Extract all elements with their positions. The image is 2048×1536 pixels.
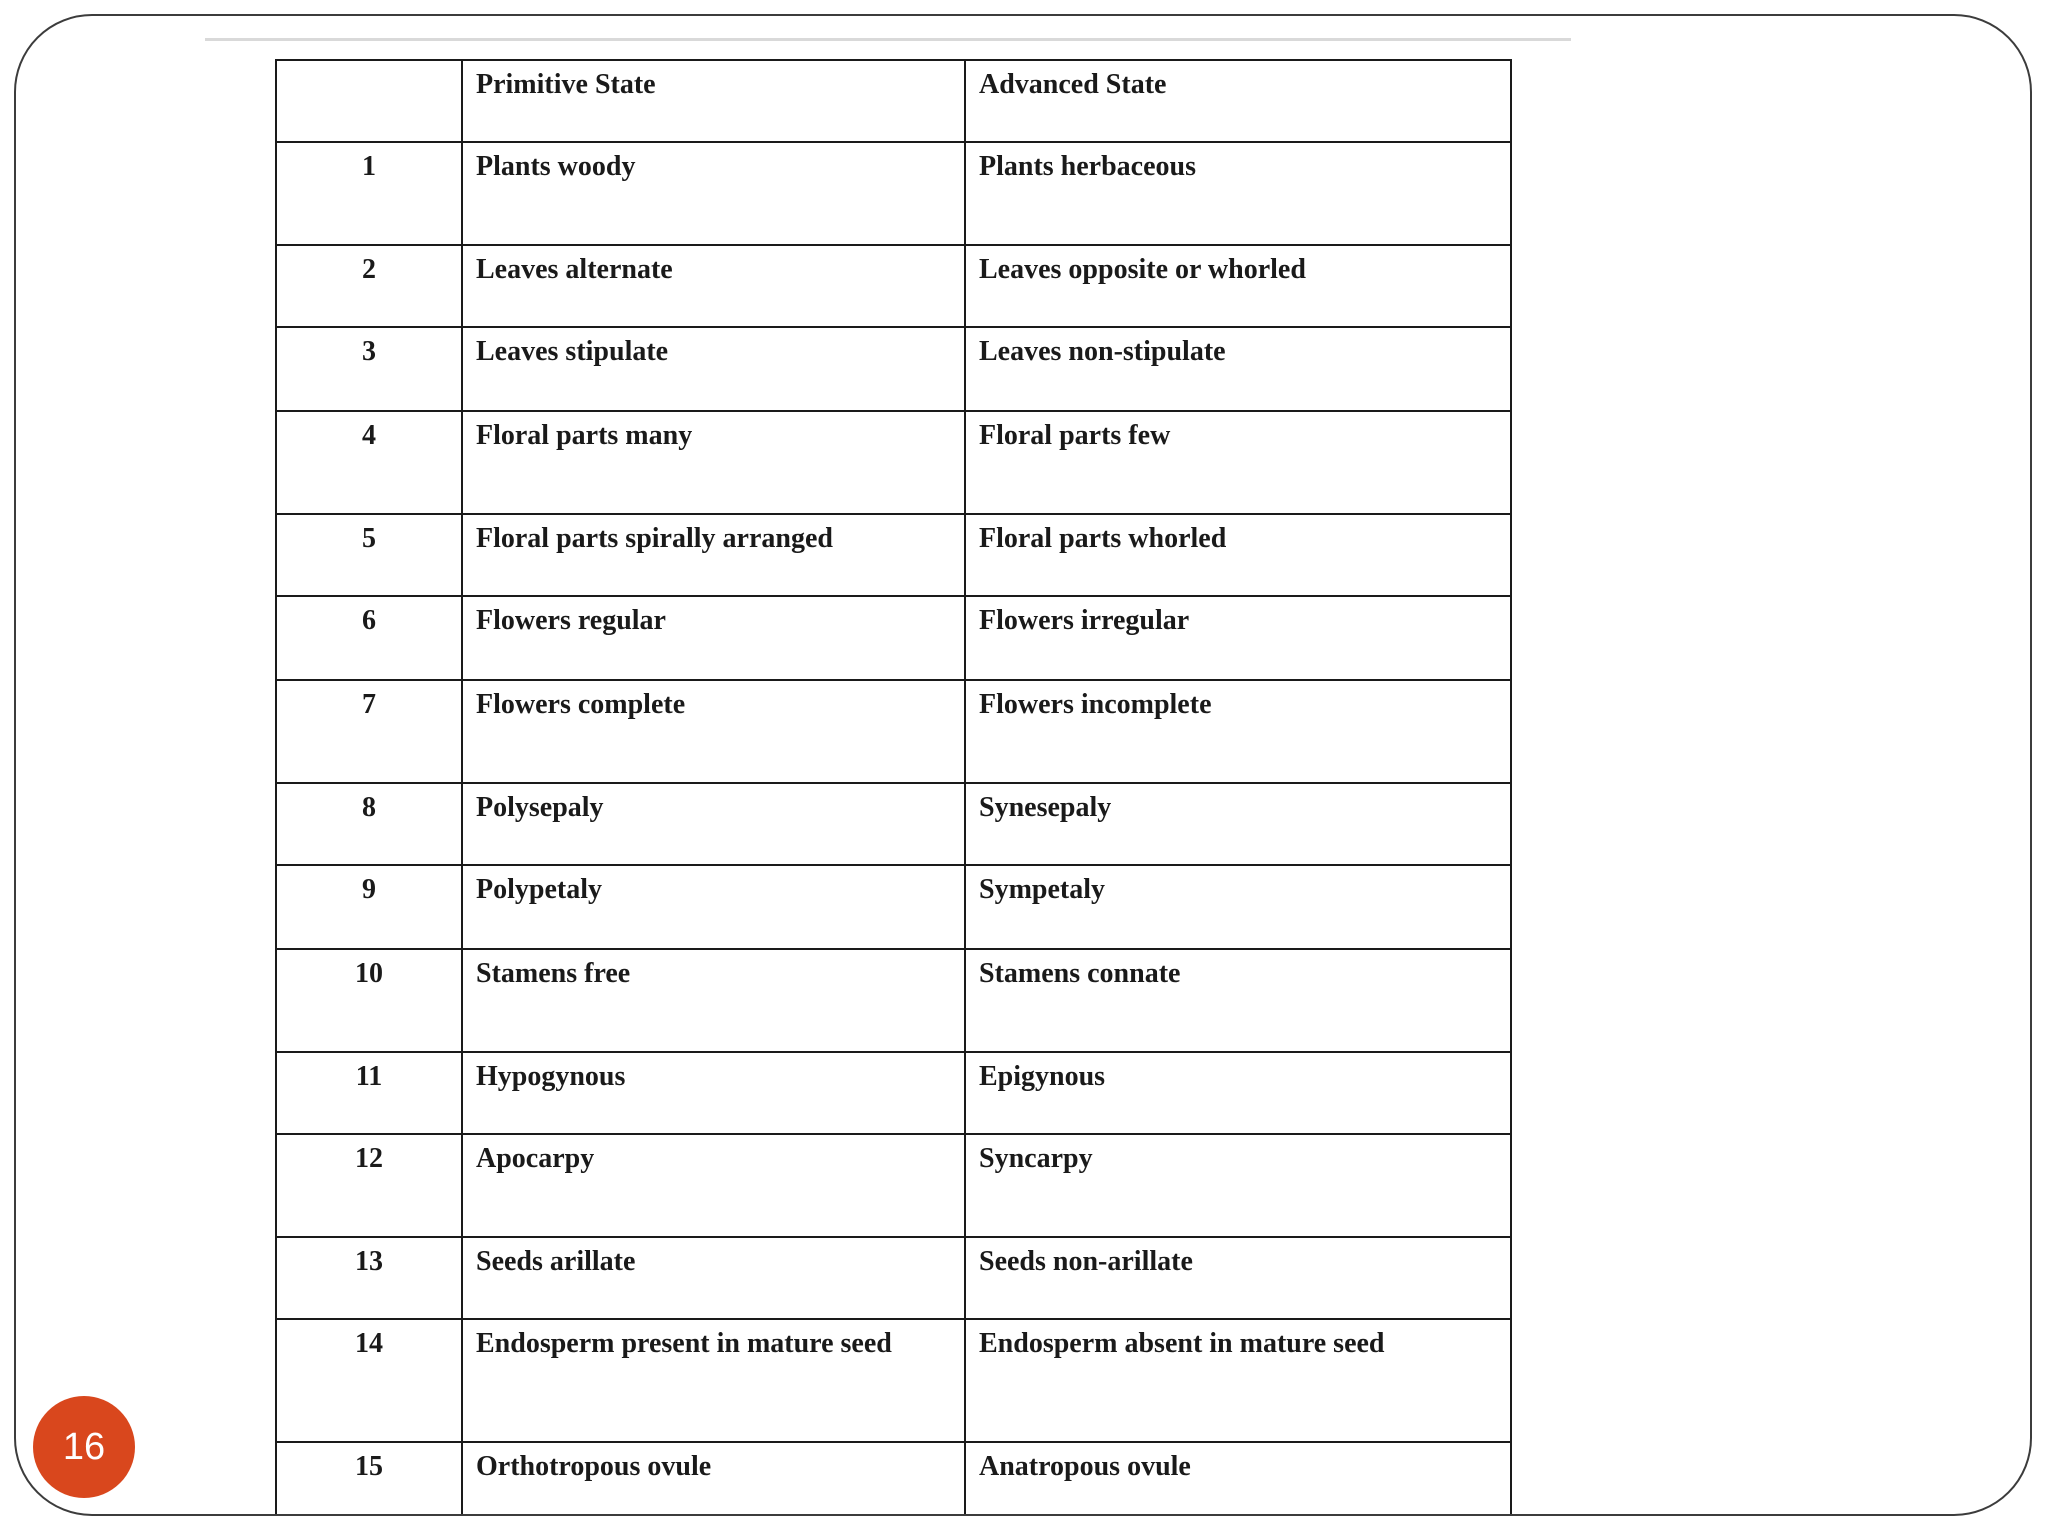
primitive-state-cell: Leaves stipulate (462, 327, 965, 411)
table-row (276, 1237, 1511, 1319)
row-number: 1 (276, 142, 462, 245)
advanced-state-cell: Stamens connate (965, 949, 1511, 1052)
table-header-row (276, 60, 1511, 142)
table-row (276, 1442, 1511, 1514)
row-number: 4 (276, 411, 462, 514)
table-row (276, 783, 1511, 865)
primitive-state-cell: Floral parts many (462, 411, 965, 514)
advanced-state-cell: Leaves non-stipulate (965, 327, 1511, 411)
header-cell-number (276, 60, 462, 142)
primitive-state-cell: Floral parts spirally arranged (462, 514, 965, 596)
primitive-state-cell: Apocarpy (462, 1134, 965, 1237)
table-row (276, 327, 1511, 411)
table-row (276, 865, 1511, 949)
advanced-state-cell: Flowers irregular (965, 596, 1511, 680)
primitive-advanced-table (275, 59, 1512, 1514)
table-row (276, 514, 1511, 596)
advanced-state-cell: Syncarpy (965, 1134, 1511, 1237)
advanced-state-cell: Anatropous ovule (965, 1442, 1511, 1514)
row-number: 9 (276, 865, 462, 949)
advanced-state-cell: Leaves opposite or whorled (965, 245, 1511, 327)
slide-number-badge: 16 (33, 1396, 135, 1498)
row-number: 13 (276, 1237, 462, 1319)
row-number: 11 (276, 1052, 462, 1134)
advanced-state-cell: Floral parts whorled (965, 514, 1511, 596)
advanced-state-cell: Endosperm absent in mature seed (965, 1319, 1511, 1442)
row-number: 2 (276, 245, 462, 327)
table-row (276, 142, 1511, 245)
primitive-state-cell: Polysepaly (462, 783, 965, 865)
advanced-state-cell: Synesepaly (965, 783, 1511, 865)
header-cell-primitive: Primitive State (462, 60, 965, 142)
table-row (276, 1052, 1511, 1134)
table-row (276, 680, 1511, 783)
row-number: 6 (276, 596, 462, 680)
table-row (276, 1319, 1511, 1442)
table-row (276, 596, 1511, 680)
row-number: 7 (276, 680, 462, 783)
row-number: 14 (276, 1319, 462, 1442)
row-number: 15 (276, 1442, 462, 1514)
advanced-state-cell: Plants herbaceous (965, 142, 1511, 245)
primitive-state-cell: Leaves alternate (462, 245, 965, 327)
primitive-state-cell: Hypogynous (462, 1052, 965, 1134)
row-number: 12 (276, 1134, 462, 1237)
advanced-state-cell: Epigynous (965, 1052, 1511, 1134)
table-row (276, 411, 1511, 514)
primitive-state-cell: Endosperm present in mature seed (462, 1319, 965, 1442)
advanced-state-cell: Flowers incomplete (965, 680, 1511, 783)
table-row (276, 1134, 1511, 1237)
row-number: 10 (276, 949, 462, 1052)
advanced-state-cell: Sympetaly (965, 865, 1511, 949)
primitive-state-cell: Seeds arillate (462, 1237, 965, 1319)
primitive-state-cell: Flowers regular (462, 596, 965, 680)
row-number: 5 (276, 514, 462, 596)
primitive-state-cell: Stamens free (462, 949, 965, 1052)
advanced-state-cell: Floral parts few (965, 411, 1511, 514)
row-number: 8 (276, 783, 462, 865)
primitive-state-cell: Orthotropous ovule (462, 1442, 965, 1514)
advanced-state-cell: Seeds non-arillate (965, 1237, 1511, 1319)
table-row (276, 245, 1511, 327)
primitive-state-cell: Plants woody (462, 142, 965, 245)
primitive-state-cell: Polypetaly (462, 865, 965, 949)
row-number: 3 (276, 327, 462, 411)
primitive-state-cell: Flowers complete (462, 680, 965, 783)
table-row (276, 949, 1511, 1052)
header-divider (205, 38, 1571, 41)
header-cell-advanced: Advanced State (965, 60, 1511, 142)
